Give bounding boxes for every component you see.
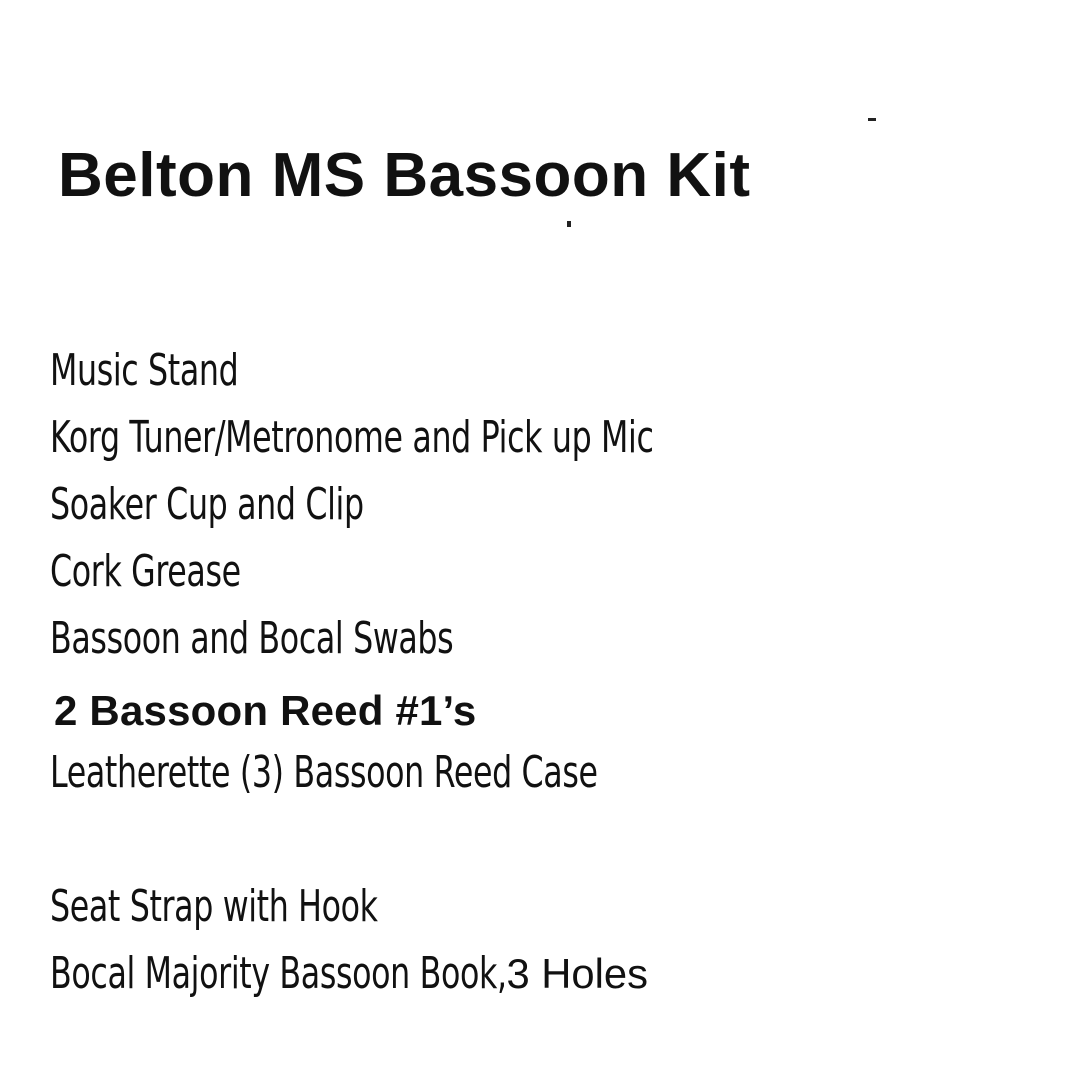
kit-item-cork-grease: Cork Grease <box>50 546 241 597</box>
kit-item-seat-strap: Seat Strap with Hook <box>50 881 378 932</box>
kit-item-reed-case: Leatherette (3) Bassoon Reed Case <box>50 747 598 798</box>
kit-item-reeds: 2 Bassoon Reed #1’s <box>54 687 477 734</box>
kit-item-music-stand: Music Stand <box>50 345 239 396</box>
kit-title: Belton MS Bassoon Kit <box>58 141 751 210</box>
kit-item-bocal-book <box>50 947 649 1001</box>
scan-speck <box>567 221 571 227</box>
kit-item-korg-tuner: Korg Tuner/Metronome and Pick up Mic <box>50 412 654 463</box>
scan-speck <box>868 118 876 121</box>
kit-item-soaker-cup: Soaker Cup and Clip <box>50 479 364 530</box>
kit-item-swabs: Bassoon and Bocal Swabs <box>50 613 454 664</box>
kit-item-bocal-book-suffix: 3 Holes <box>506 950 649 997</box>
kit-item-bocal-book-label: Bocal Majority Bassoon Book, <box>50 948 507 999</box>
